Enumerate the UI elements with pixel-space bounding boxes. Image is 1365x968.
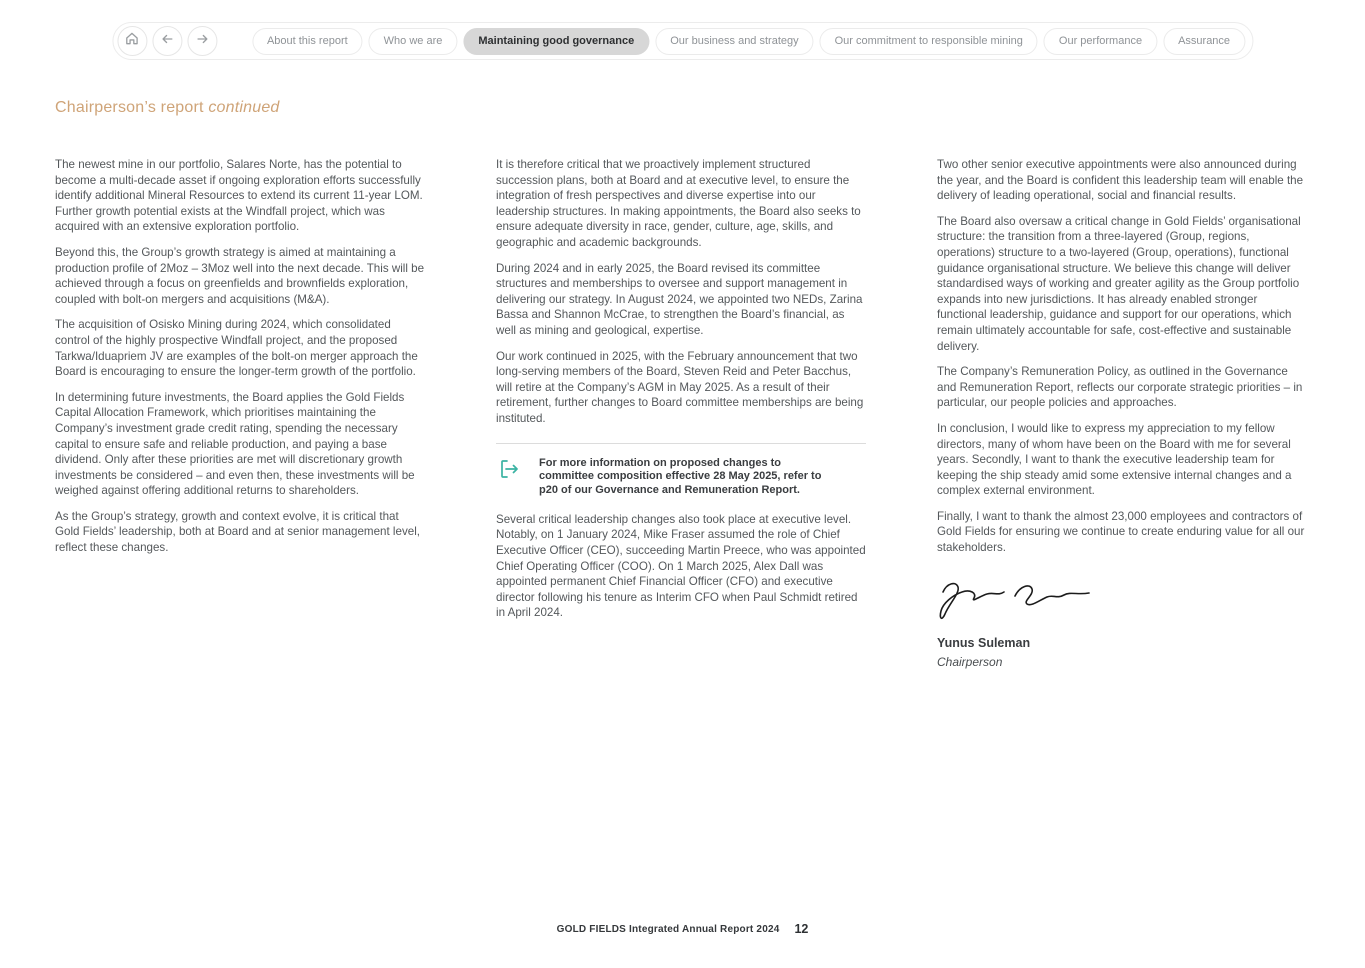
paragraph: Finally, I want to thank the almost 23,000 employees and contractors of Gold Fields for ensuring we continue to create enduring value for all our stakeholders.	[937, 509, 1305, 555]
paragraph: As the Group’s strategy, growth and context evolve, it is critical that Gold Fields’ leadership, both at Board and at senior management level, reflect these changes.	[55, 509, 420, 555]
page-footer	[557, 922, 809, 936]
nav-tab-maintaining-good-governance[interactable]: Maintaining good governance	[463, 28, 649, 55]
paragraph: Beyond this, the Group’s growth strategy is aimed at maintaining a production profile of 2Moz – 3Moz well into the next decade. This will be achieved through a focus on greenfields and brownfields exploration, coupled with bolt-on mergers and acquisitions (M&A).	[55, 245, 425, 306]
arrow-right-icon	[195, 32, 209, 51]
column-1	[55, 157, 425, 670]
home-button[interactable]	[117, 26, 147, 56]
forward-button[interactable]	[187, 26, 217, 56]
paragraph: The Company’s Remuneration Policy, as outlined in the Governance and Remuneration Report, reflects our corporate strategic priorities – in particular, our people policies and approaches.	[937, 365, 1303, 410]
back-button[interactable]	[152, 26, 182, 56]
page-title-main: Chairperson’s report	[55, 99, 204, 116]
nav-tabs	[252, 28, 1245, 55]
footer-report-title: GOLD FIELDS Integrated Annual Report 2024	[556, 923, 780, 935]
home-icon	[124, 31, 139, 51]
paragraph: In conclusion, I would like to express my appreciation to my fellow directors, many of whom have been on the Board with me for several years. Secondly, I want to thank the executive leadership team for keeping the ship steady amid some extensive internal changes and a complex external environment.	[937, 421, 1292, 498]
nav-tab-our-performance[interactable]: Our performance	[1044, 28, 1157, 55]
page-title	[55, 99, 280, 117]
column-3	[937, 157, 1307, 670]
nav-tab-who-we-are[interactable]: Who we are	[369, 28, 458, 55]
column-2	[496, 157, 866, 670]
signature-block	[937, 576, 1307, 671]
reference-arrow-icon	[498, 457, 522, 486]
footer-page-number: 12	[794, 922, 809, 936]
arrow-left-icon	[160, 32, 174, 51]
cross-reference-callout[interactable]	[496, 443, 866, 498]
report-body	[55, 157, 1307, 670]
nav-tab-our-commitment-to-responsible-mining[interactable]: Our commitment to responsible mining	[820, 28, 1038, 55]
nav-tab-our-business-and-strategy[interactable]: Our business and strategy	[655, 28, 813, 55]
paragraph: It is therefore critical that we proactively implement structured succession plans, both at Board and at executive level, to ensure the integration of fresh perspectives and diverse expertise into our leadership structures. In making appointments, the Board also seeks to ensure adequate diversity in race, gender, culture, age, skills, and geographic and academic backgrounds.	[496, 158, 861, 249]
page-title-suffix: continued	[208, 99, 280, 116]
paragraph: During 2024 and in early 2025, the Board revised its committee structures and memberships to oversee and support management in delivering our strategy. In August 2024, we appointed two NEDs, Zarina Bassa and Shannon McCrae, to strengthen the Board’s financial, as well as mining and geological, expertise.	[496, 261, 863, 337]
top-navigation	[112, 22, 1253, 60]
signatory-role: Chairperson	[937, 654, 1003, 669]
signature-image	[937, 614, 1097, 627]
nav-tab-about-this-report[interactable]: About this report	[252, 28, 363, 55]
paragraph: The Board also oversaw a critical change in Gold Fields’ organisational structure: the transition from a three-layered (Group, regions, operations) structure to a two-layered (Group, operations), functional guidance organisational structure. We believe this change will deliver standardised ways of working and greater agility as the Group portfolio expands into new jurisdictions. It has already enabled stronger functional leadership, guidance and support for our operations, which remain ultimately accountable for safe, cost-effective and sustainable delivery.	[937, 214, 1301, 353]
paragraph: The acquisition of Osisko Mining during 2024, which consolidated control of the highly prospective Windfall project, and the proposed Tarkwa/Iduapriem JV are examples of the bolt-on merger approach the Board is encouraging to ensure the longer-term growth of the portfolio.	[55, 318, 418, 379]
signatory-name: Yunus Suleman	[937, 636, 1031, 651]
paragraph: Two other senior executive appointments were also announced during the year, and the Board is confident this leadership team will enable the delivery of leading operational, social and financial results.	[937, 158, 1304, 203]
paragraph: The newest mine in our portfolio, Salares Norte, has the potential to become a multi-decade asset if ongoing exploration efforts successfully identify additional Mineral Resources to extend its current 11-year LOM. Further growth potential exists at the Windfall project, which was acquired with an extensive exploration portfolio.	[55, 158, 423, 234]
nav-tab-assurance[interactable]: Assurance	[1163, 28, 1245, 55]
paragraph: In determining future investments, the Board applies the Gold Fields Capital Allocation Framework, which prioritises maintaining the Company’s investment grade credit rating, spending the necessary capital to ensure safe and reliable production, and paying a base dividend. Only after these priorities are met will discretionary growth investments be considered – and even then, these investments will be weighed against offering additional returns to shareholders.	[55, 390, 415, 498]
paragraph: Our work continued in 2025, with the February announcement that two long-serving members of the Board, Steven Reid and Peter Bacchus, will retire at the Company’s AGM in May 2025. As a result of their retirement, further changes to Board committee memberships are being instituted.	[496, 349, 864, 425]
callout-text: For more information on proposed changes to committee composition effective 28 May 2025, refer to p20 of our Governance and Remuneration Report.	[539, 456, 822, 497]
paragraph: Several critical leadership changes also took place at executive level. Notably, on 1 January 2024, Mike Fraser assumed the role of Chief Executive Officer (CEO), succeeding Martin Preece, who was appointed Chief Operating Officer (COO). On 1 March 2025, Alex Dall was appointed permanent Chief Financial Officer (CFO) and executive director following his tenure as Interim CFO when Paul Schmidt retired in April 2024.	[496, 512, 866, 620]
